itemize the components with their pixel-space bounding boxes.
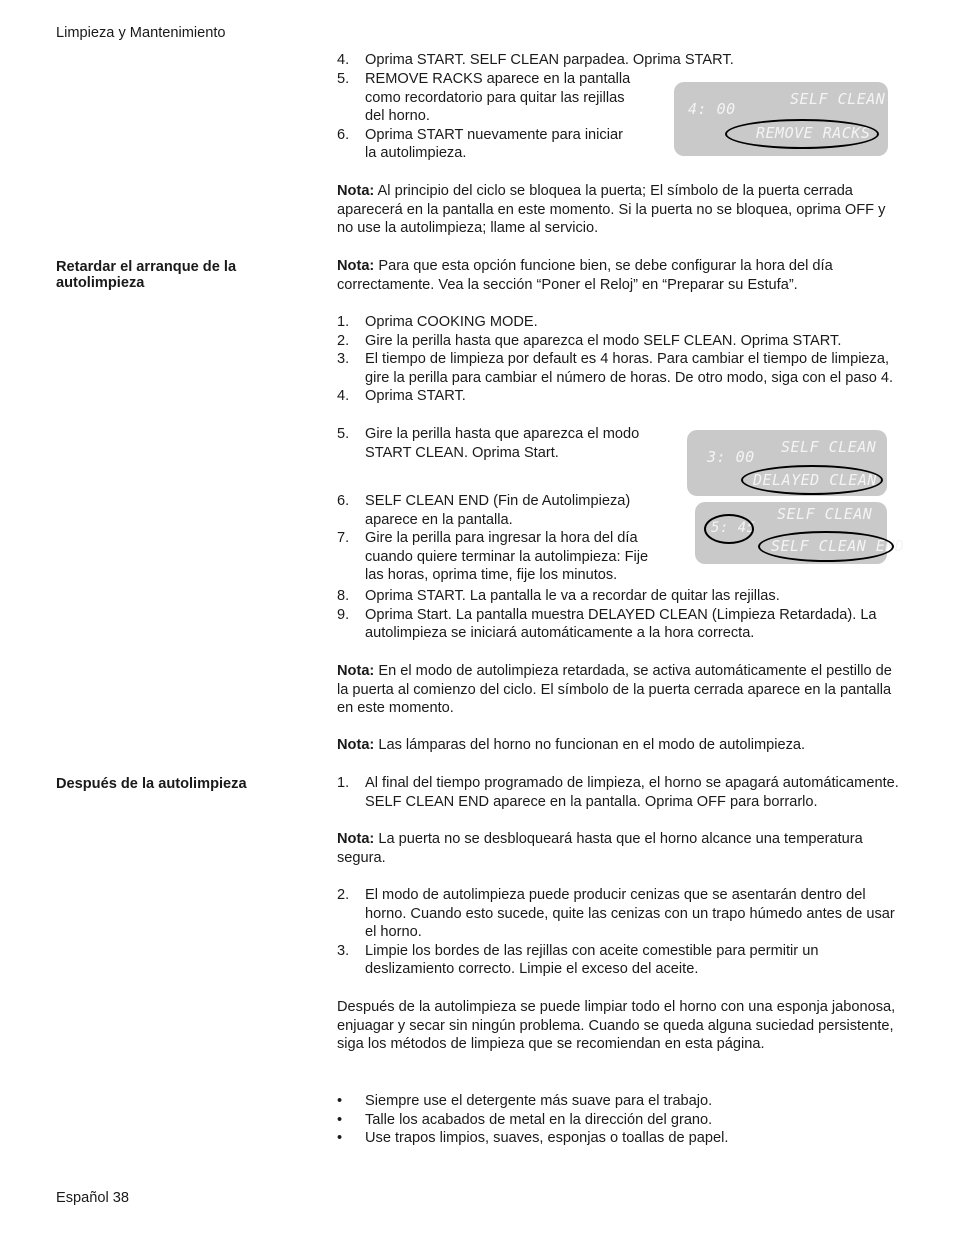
note-door-lock: Nota: Al principio del ciclo se bloquea la puerta; El símbolo de la puerta cerrada aparecerá en la pantalla en este momento. Si la puerta no se bloquea, oprima OFF y no use la autolimpieza; llame al servicio. (337, 183, 886, 237)
display-message: SELF CLEAN END (771, 537, 905, 555)
list-item: 2. Gire la perilla hasta que aparezca el modo SELF CLEAN. Oprima START. (337, 332, 842, 349)
paragraph-cleaning: Después de la autolimpieza se puede limpiar todo el horno con una esponja jabonosa, enjuagar y secar sin ningún problema. Cuando se queda alguna suciedad persistente, siga los métodos de limpieza que se recomiendan en esta página. (337, 999, 896, 1053)
display-time: 4: 00 (688, 100, 736, 118)
display-time: 5: 45 (711, 520, 756, 536)
list-item: 6. SELF CLEAN END (Fin de Autolimpieza) aparece en la pantalla. (337, 493, 631, 528)
bullet-list (337, 1092, 899, 1148)
list-item: 9. Oprima Start. La pantalla muestra DELAYED CLEAN (Limpieza Retardada). La autolimpieza se iniciará automáticamente a la hora correcta. (337, 606, 877, 642)
steps-list-after-cont (337, 886, 899, 979)
list-item: 6. Oprima START nuevamente para iniciar la autolimpieza. (337, 126, 623, 162)
list-item: 5. Gire la perilla hasta que aparezca el modo START CLEAN. Oprima Start. (337, 426, 640, 461)
section-heading-after-clean: Después de la autolimpieza (56, 776, 247, 792)
display-message: DELAYED CLEAN (753, 471, 877, 489)
steps-list-after (337, 774, 899, 811)
steps-list-self-clean (337, 51, 899, 70)
steps-list-delay-cont3 (337, 587, 899, 643)
steps-list-delay-cont (337, 425, 667, 462)
highlight-oval-time (704, 514, 754, 544)
list-item: 4. Oprima START. SELF CLEAN parpadea. Oprima START. (337, 52, 734, 68)
list-item: 3. El tiempo de limpieza por default es 4 horas. Para cambiar el tiempo de limpieza, gire la perilla para cambiar el número de horas. De otro modo, siga con el paso 4. (337, 351, 894, 386)
list-item: 4. Oprima START. (337, 388, 466, 405)
display-mode: SELF CLEAN (790, 90, 886, 108)
highlight-oval (741, 465, 883, 495)
list-item: 1. Oprima COOKING MODE. (337, 314, 538, 330)
note-clock-setting: Nota: Para que esta opción funcione bien, se debe configurar la hora del día correctamente. Vea la sección “Poner el Reloj” en “Preparar su Estufa”. (337, 258, 833, 293)
steps-list-delay (337, 313, 899, 406)
list-item: 2. El modo de autolimpieza puede producir cenizas que se asentarán dentro del horno. Cuando esto sucede, quite las cenizas con un trapo húmedo antes de usar el horno. (337, 887, 895, 941)
list-item: 1. Al final del tiempo programado de limpieza, el horno se apagará automáticamente. SELF CLEAN END aparece en la pantalla. Oprima OFF para borrarlo. (337, 775, 899, 810)
page-footer: Español 38 (56, 1190, 130, 1206)
display-mode: SELF CLEAN (781, 438, 877, 456)
list-item: 7. Gire la perilla para ingresar la hora del día cuando quiere terminar la autolimpieza: Fije las horas, oprima time, fije los minutos. (337, 530, 649, 584)
display-message: REMOVE RACKS (756, 124, 871, 142)
list-item: • Talle los acabados de metal en la dirección del grano. (337, 1111, 713, 1128)
oven-display-delayed-clean (687, 430, 887, 496)
steps-list-self-clean-cont (337, 70, 637, 163)
list-item: • Use trapos limpios, suaves, esponjas o toallas de papel. (337, 1130, 729, 1147)
highlight-oval (725, 119, 879, 149)
note-door-latch: Nota: En el modo de autolimpieza retardada, se activa automáticamente el pestillo de la puerta al comienzo del ciclo. El símbolo de la puerta cerrada aparece en la pantalla en este momento. (337, 663, 892, 717)
note-door-unlock: Nota: La puerta no se desbloqueará hasta que el horno alcance una temperatura segura. (337, 831, 863, 866)
note-oven-lights: Nota: Las lámparas del horno no funcionan en el modo de autolimpieza. (337, 737, 806, 753)
display-time: 3: 00 (707, 448, 755, 466)
list-item: 3. Limpie los bordes de las rejillas con aceite comestible para permitir un deslizamiento correcto. Limpie el exceso del aceite. (337, 942, 819, 978)
list-item: • Siempre use el detergente más suave para el trabajo. (337, 1093, 713, 1109)
section-heading-delay-start: Retardar el arranque de la autolimpieza (56, 259, 237, 291)
oven-display-remove-racks (674, 82, 888, 156)
highlight-oval (758, 531, 894, 562)
list-item: 8. Oprima START. La pantalla le va a recordar de quitar las rejillas. (337, 588, 780, 604)
steps-list-delay-cont2 (337, 492, 667, 585)
page-header: Limpieza y Mantenimiento (56, 25, 226, 41)
display-mode: SELF CLEAN (777, 505, 873, 523)
list-item: 5. REMOVE RACKS aparece en la pantalla como recordatorio para quitar las rejillas del horno. (337, 71, 631, 125)
oven-display-self-clean-end (695, 502, 905, 564)
